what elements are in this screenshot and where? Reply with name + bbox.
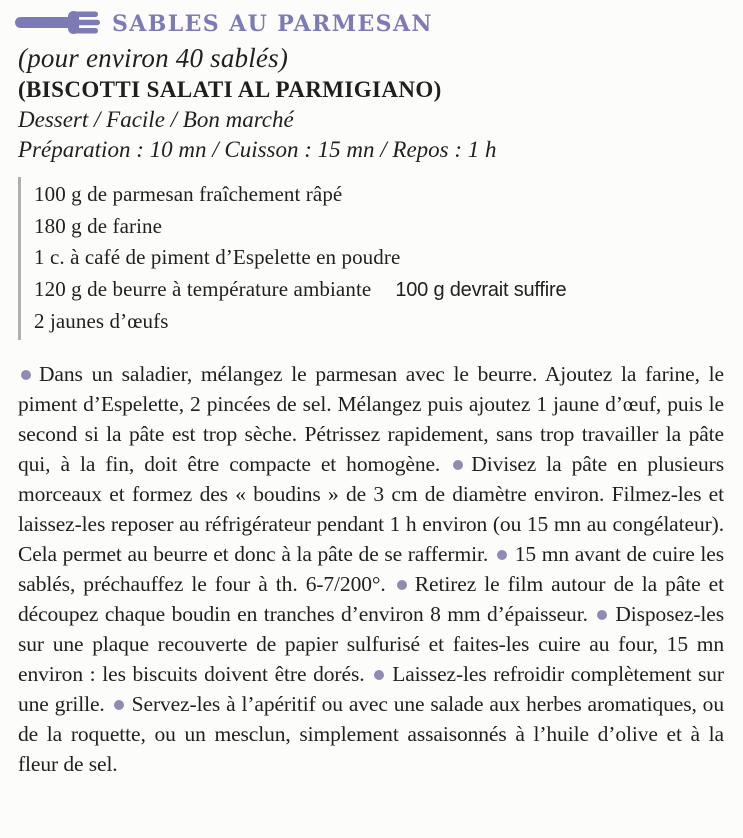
ingredient-item [34, 306, 724, 338]
ingredient-item [34, 211, 724, 243]
step-text: Retirez le film autour de la pâte et découpez chaque boudin en tranches d’environ 8 mm d’épaisseur. [18, 571, 724, 626]
step-bullet-icon [597, 610, 607, 620]
alternate-title: (BISCOTTI SALATI AL PARMIGIANO) [18, 77, 442, 102]
ingredient-annotation: 100 g devrait suffire [395, 278, 567, 301]
ingredient-text: 100 g de parmesan fraîchement râpé [34, 182, 343, 206]
step-text: Dans un saladier, mélangez le parmesan avec le beurre. Ajoutez la farine, le piment d’Espelette, 2 pincées de sel. Mélangez puis ajoutez 1 jaune d’œuf, puis le second si la pâte est trop sèche. Pétrissez rapidement, sans trop travailler la pâte qui, à la fin, doit être compacte et homogène. [18, 361, 724, 476]
step-text: 15 mn avant de cuire les sablés, préchauffez le four à th. 6-7/200°. [18, 541, 724, 596]
step-text: Laissez-les refroidir complètement sur une grille. [18, 661, 724, 716]
ingredient-item [34, 242, 724, 274]
step-bullet-icon [21, 370, 31, 380]
step-bullet-icon [397, 580, 407, 590]
step-bullet-icon [374, 670, 384, 680]
ingredient-text: 1 c. à café de piment d’Espelette en poudre [34, 245, 401, 269]
step-bullet-icon [114, 700, 124, 710]
step-text: Divisez la pâte en plusieurs morceaux et formez des « boudins » de 3 cm de diamètre environ. Filmez-les et laissez-les reposer au réfrigérateur pendant 1 h environ (ou 15 mn au congélateur). Cela permet au beurre et donc à la pâte de se raffermir. [18, 451, 724, 566]
step-text: Disposez-les sur une plaque recouverte de papier sulfurisé et faites-les cuire au four, 15 mn environ : les biscuits doivent être dorés. [18, 601, 724, 686]
step-bullet-icon [497, 550, 507, 560]
ingredient-item [34, 274, 724, 307]
ingredient-text: 120 g de beurre à température ambiante [34, 276, 372, 301]
ingredients-list [18, 177, 724, 340]
ingredient-text: 2 jaunes d’œufs [34, 309, 169, 333]
step-bullet-icon [453, 460, 463, 470]
page-title: SABLES AU PARMESAN [112, 11, 433, 37]
yield-note: (pour environ 40 sablés) [18, 43, 289, 73]
step-text: Servez-les à l’apéritif ou avec une salade aux herbes aromatiques, ou de la roquette, ou un mesclun, simplement assaisonnés à l’huile d’olive et à la fleur de sel. [18, 691, 724, 776]
ingredient-text: 180 g de farine [34, 213, 163, 238]
fork-icon [12, 7, 100, 42]
recipe-header [18, 8, 724, 40]
ingredient-item [34, 179, 724, 211]
instructions-paragraph [18, 359, 724, 779]
category-line: Dessert / Facile / Bon marché [18, 107, 294, 132]
timing-line: Préparation : 10 mn / Cuisson : 15 mn / Repos : 1 h [18, 137, 497, 162]
